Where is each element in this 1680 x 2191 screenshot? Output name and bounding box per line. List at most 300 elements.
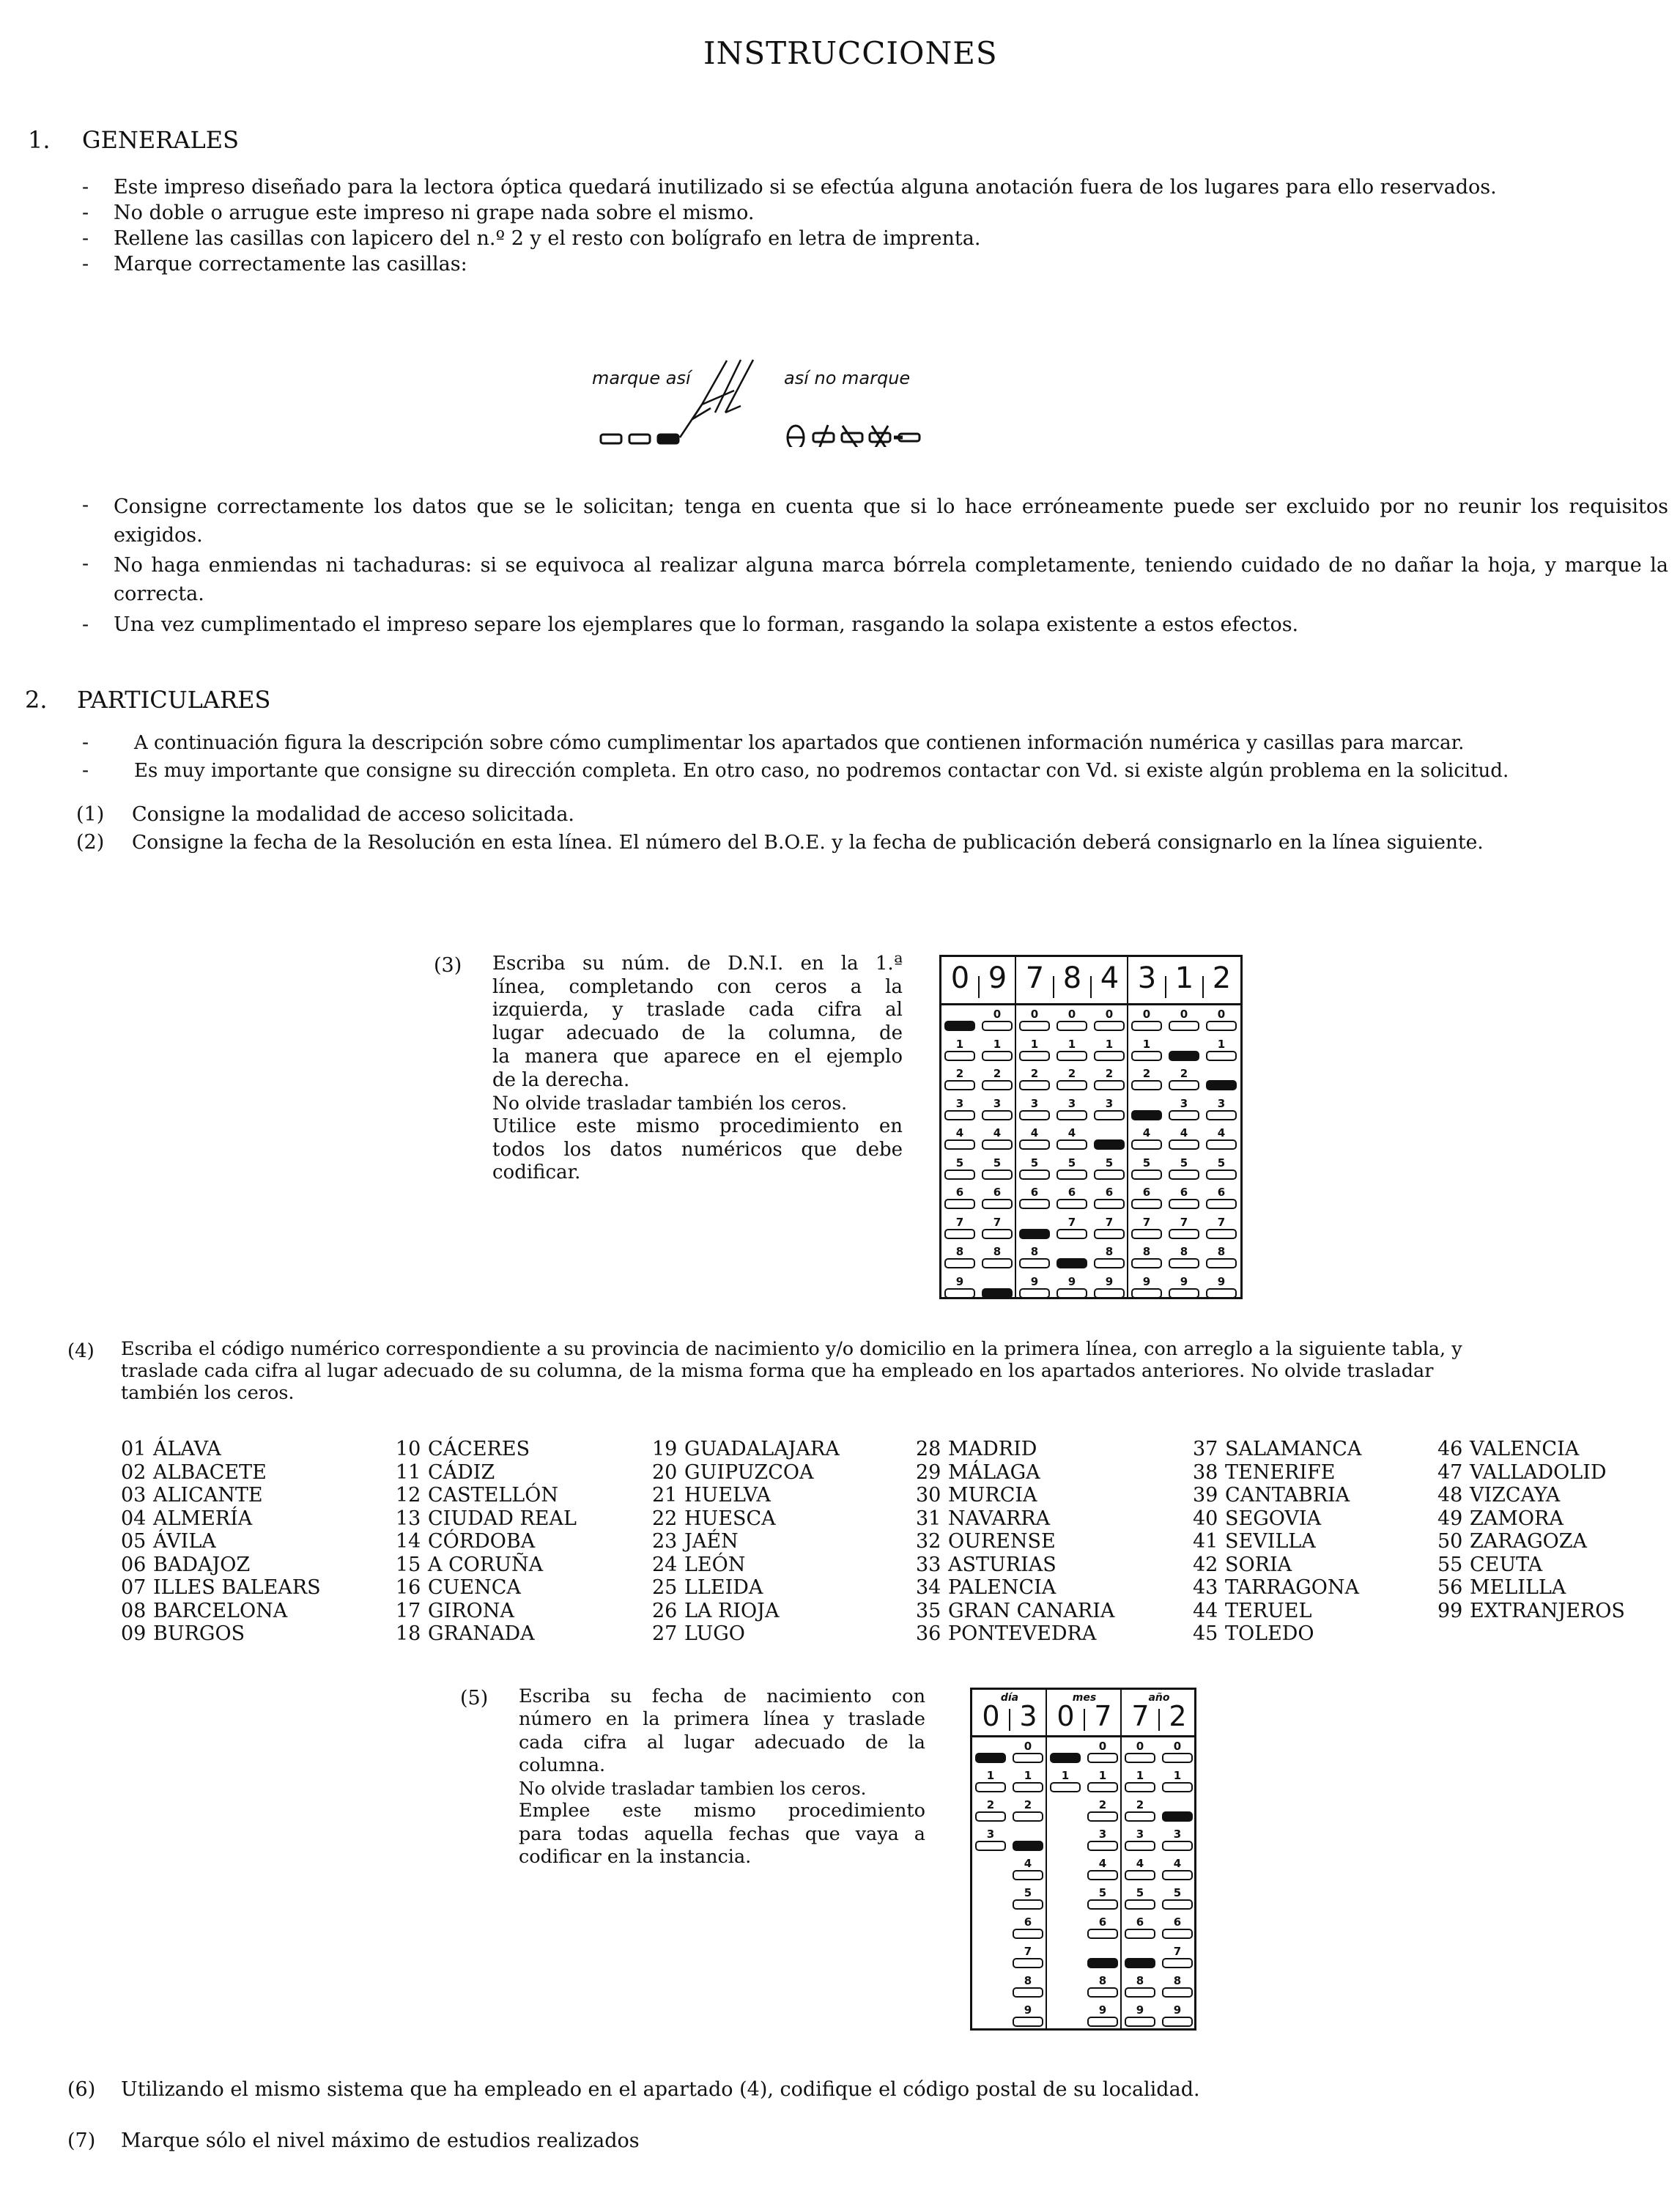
bubble-box [1169, 1288, 1199, 1298]
province-name: VIZCAYA [1470, 1484, 1561, 1507]
omr-bubble [1161, 1915, 1194, 1945]
province-code: 33 [916, 1553, 941, 1576]
bubble-digit-label: 4 [1142, 1126, 1151, 1139]
bubble-box [1162, 1958, 1193, 1968]
bubble-box [982, 1110, 1013, 1120]
omr-bubble [1011, 1915, 1045, 1945]
province-name: ÁLAVA [153, 1438, 221, 1460]
group-divider [1046, 1690, 1047, 2028]
province-entry [916, 1438, 1114, 1461]
bubble-box [1057, 1021, 1087, 1031]
incorrect-marks [788, 425, 919, 447]
omr-bubble [1055, 1038, 1089, 1067]
bubble-digit-label: 6 [1105, 1186, 1114, 1199]
province-name: SORIA [1225, 1553, 1292, 1576]
province-entry [1437, 1438, 1625, 1461]
province-name: GUADALAJARA [684, 1438, 840, 1460]
omr-bubble [943, 1216, 977, 1245]
omr-bubble [1161, 1857, 1194, 1886]
omr-bubble [980, 1275, 1014, 1304]
omr-bubble [1167, 1038, 1201, 1067]
text-line: No olvide trasladar tambien los ceros. [519, 1778, 867, 1800]
bubble-box [1087, 1841, 1118, 1851]
province-code: 13 [396, 1507, 421, 1530]
text-line: número en la primera línea y traslade [519, 1708, 925, 1731]
omr-bubble [1086, 1886, 1120, 1915]
bubble-box [1206, 1139, 1237, 1150]
bubble-digit-label: 0 [1142, 1008, 1151, 1021]
item-number-5: (5) [460, 1687, 489, 1710]
bubble-box [1169, 1139, 1199, 1150]
province-code: 03 [121, 1484, 147, 1507]
text-line: de la derecha. [492, 1068, 630, 1091]
group-divider [1120, 1690, 1122, 2028]
section-heading-generales: GENERALES [82, 126, 240, 154]
bubble-digit-label: 9 [1024, 2003, 1032, 2017]
omr-bubble [1167, 1097, 1201, 1126]
province-code: 12 [396, 1484, 421, 1507]
province-name: CUENCA [428, 1576, 521, 1599]
province-entry [121, 1484, 321, 1507]
bubble-box [1206, 1110, 1237, 1120]
bubble-box [1094, 1080, 1125, 1090]
item-number-6: (6) [67, 2078, 96, 2101]
omr-bubble [980, 1008, 1014, 1037]
item-text-5 [519, 1685, 925, 1869]
bubble-digit-label: 4 [1024, 1857, 1032, 1870]
bubble-box [1013, 1841, 1043, 1851]
bubble-box [1206, 1170, 1237, 1180]
text-line: No olvide trasladar también los ceros. [492, 1093, 848, 1115]
bubble-box [944, 1229, 975, 1239]
digit-separator-tick [1084, 1709, 1085, 1731]
province-code: 23 [652, 1530, 678, 1553]
bullet-dash: - [82, 227, 89, 250]
omr-bubble [1055, 1126, 1089, 1156]
omr-bubble [943, 1156, 977, 1186]
omr-bubble [1205, 1245, 1238, 1274]
date-written-digit: 2 [1169, 1700, 1187, 1732]
bubble-box [1013, 1987, 1043, 1998]
omr-bubble [1205, 1008, 1238, 1037]
omr-bubble [1167, 1216, 1201, 1245]
province-column-2 [396, 1438, 577, 1646]
bubble-box [1131, 1258, 1162, 1268]
date-written-digit: 7 [1094, 1700, 1112, 1732]
province-entry [1193, 1530, 1361, 1553]
bubble-box [1019, 1110, 1050, 1120]
bubble-box [1013, 1870, 1043, 1880]
province-column-5 [1193, 1438, 1361, 1646]
omr-bubble [1130, 1156, 1163, 1186]
omr-bubble [980, 1097, 1014, 1126]
bubble-box [982, 1080, 1013, 1090]
province-name: SEVILLA [1225, 1530, 1316, 1553]
bubble-box [1057, 1051, 1087, 1061]
bubble-digit-label: 5 [1217, 1156, 1226, 1170]
bubble-box [1162, 1987, 1193, 1998]
province-code: 50 [1437, 1530, 1463, 1553]
province-name: LEÓN [684, 1553, 746, 1576]
province-name: GIRONA [428, 1599, 514, 1622]
omr-bubble [1055, 1097, 1089, 1126]
bubble-box [1013, 1899, 1043, 1910]
generales-bullet-1: Este impreso diseñado para la lectora óptica quedará inutilizado si se efectúa alguna anotación fuera de los lugares para ello reservados. [114, 176, 1497, 199]
bubble-digit-label: 4 [955, 1126, 964, 1139]
province-entry [1193, 1622, 1361, 1646]
province-name: TOLEDO [1225, 1622, 1314, 1645]
province-name: SEGOVIA [1225, 1507, 1322, 1530]
omr-bubble [1205, 1275, 1238, 1304]
omr-bubble [1092, 1245, 1126, 1274]
omr-bubble [1011, 1798, 1045, 1828]
bullet-dash: - [82, 731, 89, 754]
bubble-digit-label: 6 [1024, 1915, 1032, 1929]
bubble-box [1125, 1870, 1155, 1880]
omr-bubble [1161, 1740, 1194, 1769]
omr-bubble [943, 1008, 977, 1037]
bubble-digit-label: 1 [1030, 1037, 1039, 1051]
bubble-digit-label: 8 [1098, 1974, 1107, 1987]
province-code: 31 [916, 1507, 941, 1530]
omr-bubble [1018, 1008, 1051, 1037]
province-name: A CORUÑA [428, 1553, 544, 1576]
bubble-box [1125, 1899, 1155, 1910]
text-line: lugar adecuado de la columna, de [492, 1022, 903, 1045]
item-number-7: (7) [67, 2129, 96, 2152]
province-name: ZARAGOZA [1470, 1530, 1588, 1553]
bubble-digit-label: 5 [1030, 1156, 1039, 1170]
bubble-digit-label: 8 [1105, 1245, 1114, 1258]
bubble-digit-label: 4 [1136, 1857, 1144, 1870]
bubble-digit-label: 2 [955, 1067, 964, 1080]
text-line: columna. [519, 1754, 606, 1776]
province-entry [396, 1438, 577, 1461]
omr-bubble [1130, 1245, 1163, 1274]
bubble-box [1057, 1288, 1087, 1298]
omr-bubble [1130, 1275, 1163, 1304]
province-code: 46 [1437, 1438, 1463, 1460]
province-code: 99 [1437, 1599, 1463, 1622]
province-code: 32 [916, 1530, 941, 1553]
omr-bubble [1011, 1974, 1045, 2003]
bubble-digit-label: 6 [1030, 1186, 1039, 1199]
omr-bubble [1086, 1798, 1120, 1828]
bubble-box [1125, 1753, 1155, 1763]
province-code: 49 [1437, 1507, 1463, 1530]
province-entry [1437, 1461, 1625, 1485]
bullet-dash: - [82, 176, 89, 199]
province-entry [916, 1600, 1114, 1623]
omr-bubble [980, 1186, 1014, 1215]
province-entry [1437, 1600, 1625, 1623]
province-entry [916, 1530, 1114, 1553]
province-entry [652, 1461, 840, 1485]
omr-bubble [1130, 1038, 1163, 1067]
province-code: 20 [652, 1460, 678, 1484]
omr-bubble [1130, 1097, 1163, 1126]
bubble-digit-label: 0 [993, 1008, 1002, 1021]
bubble-digit-label: 9 [1180, 1274, 1188, 1288]
dni-written-digit: 7 [1025, 961, 1045, 995]
bubble-box [1131, 1051, 1162, 1061]
bubble-box [1125, 1929, 1155, 1939]
bubble-digit-label: 1 [1105, 1037, 1114, 1051]
bubble-box [1169, 1080, 1199, 1090]
bubble-digit-label: 4 [1098, 1857, 1107, 1870]
bubble-box [1206, 1021, 1237, 1031]
province-name: EXTRANJEROS [1470, 1599, 1625, 1622]
bubble-digit-label: 0 [1024, 1740, 1032, 1753]
province-name: HUESCA [684, 1507, 776, 1530]
province-code: 38 [1193, 1460, 1218, 1484]
bubble-digit-label: 2 [1136, 1798, 1144, 1811]
bubble-digit-label: 7 [1067, 1215, 1076, 1229]
omr-bubble [1055, 1156, 1089, 1186]
date-written-digit: 7 [1131, 1700, 1150, 1732]
province-code: 48 [1437, 1484, 1463, 1507]
province-entry [121, 1438, 321, 1461]
omr-bubble [1130, 1186, 1163, 1215]
text-line: línea, completando con ceros a la [492, 975, 903, 998]
bubble-box [1131, 1170, 1162, 1180]
bubble-box [1019, 1199, 1050, 1209]
province-code: 18 [396, 1622, 421, 1645]
bubble-box [982, 1139, 1013, 1150]
bullet-dash: - [82, 494, 89, 517]
bubble-digit-label: 0 [1173, 1740, 1182, 1753]
omr-bubble [1130, 1126, 1163, 1156]
omr-bubble [1130, 1216, 1163, 1245]
province-entry [652, 1600, 840, 1623]
bubble-box [1094, 1229, 1125, 1239]
bubble-box [1125, 1987, 1155, 1998]
bubble-box [944, 1110, 975, 1120]
omr-bubble [1086, 1740, 1120, 1769]
bubble-digit-label: 1 [986, 1769, 995, 1782]
province-code: 14 [396, 1530, 421, 1553]
date-written-digit: 0 [1057, 1700, 1075, 1732]
omr-bubble [1011, 1857, 1045, 1886]
bubble-digit-label: 7 [955, 1215, 964, 1229]
bubble-box [1169, 1258, 1199, 1268]
province-entry [916, 1576, 1114, 1600]
bubble-digit-label: 8 [1180, 1245, 1188, 1258]
bubble-digit-label: 1 [1098, 1769, 1107, 1782]
text-line: Escriba su fecha de nacimiento con [519, 1685, 925, 1707]
bubble-box [1094, 1258, 1125, 1268]
province-entry [396, 1530, 577, 1553]
omr-bubble [1123, 1974, 1157, 2003]
text-line: para todas aquella fechas que vaya a [519, 1822, 925, 1845]
item-text-2: Consigne la fecha de la Resolución en esta línea. El número del B.O.E. y la fecha de publicación deberá consignarlo en la línea siguiente. [132, 831, 1484, 854]
omr-bubble [980, 1126, 1014, 1156]
province-name: GRAN CANARIA [948, 1599, 1115, 1622]
bubble-digit-label: 5 [1180, 1156, 1188, 1170]
bubble-digit-label: 3 [1105, 1096, 1114, 1110]
province-code: 27 [652, 1622, 678, 1645]
bubble-digit-label: 1 [955, 1037, 964, 1051]
province-name: ASTURIAS [948, 1553, 1057, 1576]
bubble-digit-label: 5 [993, 1156, 1002, 1170]
bubble-box [1131, 1288, 1162, 1298]
bubble-digit-label: 7 [1024, 1945, 1032, 1958]
bubble-box [1019, 1051, 1050, 1061]
omr-bubble [974, 1798, 1007, 1828]
omr-bubble [943, 1186, 977, 1215]
omr-bubble [1011, 1886, 1045, 1915]
bubble-box [944, 1258, 975, 1268]
province-code: 34 [916, 1576, 941, 1599]
bubble-digit-label: 5 [1098, 1886, 1107, 1899]
bubble-digit-label: 2 [1142, 1067, 1151, 1080]
bubble-box [1019, 1258, 1050, 1268]
bubble-digit-label: 8 [1136, 1974, 1144, 1987]
province-code: 40 [1193, 1507, 1218, 1530]
text-line: Escriba el código numérico correspondiente a su provincia de nacimiento y/o domicilio en la primera línea, con arreglo a la siguiente tabla, y [121, 1338, 1462, 1360]
omr-bubble [1205, 1067, 1238, 1096]
bubble-box [1131, 1080, 1162, 1090]
item-number-1: (1) [76, 803, 105, 826]
text-line: la manera que aparece en el ejemplo [492, 1045, 903, 1068]
omr-bubble [1018, 1186, 1051, 1215]
bullet-dash: - [82, 202, 89, 224]
bubble-box [1094, 1139, 1125, 1150]
bubble-digit-label: 2 [1105, 1067, 1114, 1080]
omr-bubble [1011, 1828, 1045, 1857]
omr-bubble [1123, 1886, 1157, 1915]
province-code: 43 [1193, 1576, 1218, 1599]
province-name: MADRID [948, 1438, 1037, 1460]
correct-marks [601, 435, 678, 443]
bubble-box [1131, 1110, 1162, 1120]
bubble-box [944, 1199, 975, 1209]
bubble-box [1087, 1958, 1118, 1968]
province-entry [396, 1484, 577, 1507]
generales-bullet-7: Una vez cumplimentado el impreso separe los ejemplares que lo forman, rasgando la solapa existente a estos efectos. [114, 613, 1299, 636]
province-column-4 [916, 1438, 1114, 1646]
province-name: ALICANTE [153, 1484, 263, 1507]
omr-bubble [1123, 1828, 1157, 1857]
omr-bubble [1018, 1245, 1051, 1274]
bubble-digit-label: 6 [993, 1186, 1002, 1199]
bubble-box [1169, 1199, 1199, 1209]
province-code: 05 [121, 1530, 147, 1553]
bubble-box [1019, 1080, 1050, 1090]
bubble-box [1125, 1782, 1155, 1792]
bubble-box [982, 1258, 1013, 1268]
bubble-box [1057, 1139, 1087, 1150]
province-code: 39 [1193, 1484, 1218, 1507]
bubble-digit-label: 4 [1173, 1857, 1182, 1870]
province-code: 25 [652, 1576, 678, 1599]
bubble-digit-label: 8 [1024, 1974, 1032, 1987]
bubble-digit-label: 8 [1173, 1974, 1182, 1987]
bubble-box [1057, 1110, 1087, 1120]
province-code: 15 [396, 1553, 421, 1576]
bubble-digit-label: 6 [1098, 1915, 1107, 1929]
province-entry [1193, 1553, 1361, 1577]
province-name: ZAMORA [1470, 1507, 1564, 1530]
bubble-box [1094, 1051, 1125, 1061]
omr-bubble [1092, 1275, 1126, 1304]
group-divider [1127, 957, 1128, 1297]
bubble-digit-label: 2 [1067, 1067, 1076, 1080]
pencil-icon [680, 360, 753, 437]
particulares-bullet-1: A continuación figura la descripción sobre cómo cumplimentar los apartados que contienen información numérica y casillas para marcar. [134, 732, 1465, 754]
page-title: INSTRUCCIONES [703, 35, 998, 71]
bubble-digit-label: 1 [1217, 1037, 1226, 1051]
bubble-box [944, 1139, 975, 1150]
bubble-digit-label: 3 [1136, 1828, 1144, 1841]
bubble-digit-label: 9 [955, 1274, 964, 1288]
province-code: 16 [396, 1576, 421, 1599]
bubble-digit-label: 8 [1142, 1245, 1151, 1258]
province-entry [396, 1600, 577, 1623]
section-heading-particulares: PARTICULARES [77, 686, 271, 714]
omr-bubble [943, 1275, 977, 1304]
correct-mark-label: marque así [592, 368, 691, 388]
omr-bubble [1123, 1740, 1157, 1769]
omr-bubble [1011, 1740, 1045, 1769]
omr-bubble [980, 1067, 1014, 1096]
generales-bullet-3: Rellene las casillas con lapicero del n.º 2 y el resto con bolígrafo en letra de imprenta. [114, 227, 981, 250]
omr-bubble [980, 1216, 1014, 1245]
omr-bubble [1092, 1186, 1126, 1215]
item-text-4 [121, 1338, 1462, 1404]
province-name: MURCIA [948, 1484, 1037, 1507]
omr-bubble [943, 1067, 977, 1096]
omr-bubble [1092, 1156, 1126, 1186]
bubble-digit-label: 7 [1217, 1215, 1226, 1229]
province-entry [396, 1622, 577, 1646]
province-entry [652, 1576, 840, 1600]
bubble-digit-label: 1 [1173, 1769, 1182, 1782]
section-number-particulares: 2. [25, 686, 48, 714]
province-entry [652, 1484, 840, 1507]
province-entry [652, 1622, 840, 1646]
omr-bubble [1205, 1038, 1238, 1067]
province-entry [1193, 1600, 1361, 1623]
omr-bubble [1161, 1974, 1194, 2003]
province-name: ALBACETE [153, 1460, 267, 1484]
province-name: CIUDAD REAL [428, 1507, 577, 1530]
bubble-digit-label: 2 [1180, 1067, 1188, 1080]
province-entry [121, 1576, 321, 1600]
bubble-digit-label: 3 [993, 1096, 1002, 1110]
omr-bubble [1123, 1857, 1157, 1886]
omr-bubble [1161, 1769, 1194, 1798]
date-year-label: año [1148, 1692, 1170, 1704]
dni-written-digit: 8 [1062, 961, 1082, 995]
bubble-box [1019, 1170, 1050, 1180]
province-name: OURENSE [948, 1530, 1056, 1553]
bubble-box [1125, 1811, 1155, 1822]
province-name: TERUEL [1225, 1599, 1312, 1622]
bubble-digit-label: 0 [1098, 1740, 1107, 1753]
bubble-digit-label: 3 [955, 1096, 964, 1110]
bubble-digit-label: 7 [1142, 1215, 1151, 1229]
dni-omr-example-grid [939, 955, 1243, 1299]
bubble-digit-label: 1 [1061, 1769, 1070, 1782]
bubble-box [982, 1170, 1013, 1180]
bubble-box [1206, 1051, 1237, 1061]
bubble-box [1162, 1811, 1193, 1822]
omr-bubble [1055, 1245, 1089, 1274]
bubble-digit-label: 9 [1105, 1274, 1114, 1288]
province-name: VALENCIA [1470, 1438, 1580, 1460]
omr-bubble [1048, 1740, 1082, 1769]
